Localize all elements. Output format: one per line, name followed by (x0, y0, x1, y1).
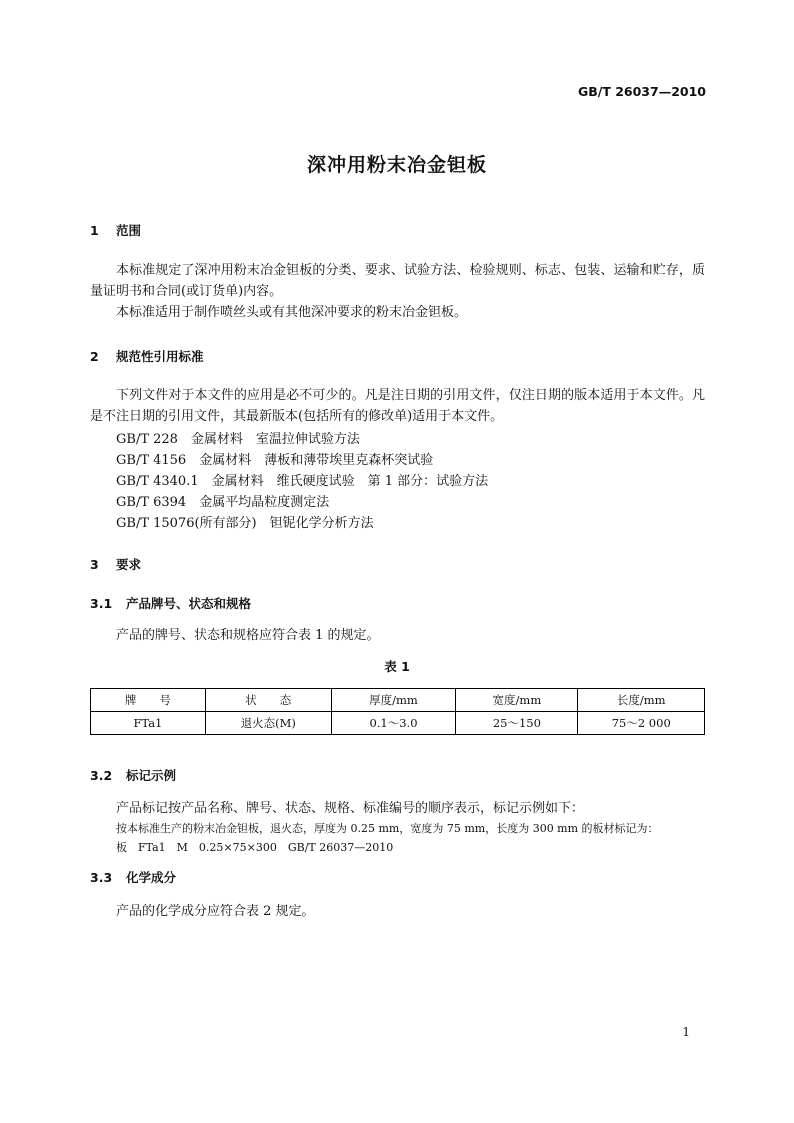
marking-example-description: 按本标准生产的粉末冶金钽板，退火态，厚度为 0.25 mm，宽度为 75 mm，长度为 300 mm 的板材标记为： (116, 822, 659, 835)
section-1-paragraph-2: 本标准适用于制作喷丝头或有其他深冲要求的粉末冶金钽板。 (116, 305, 468, 320)
section-title: 范围 (116, 223, 142, 238)
document-title: 深冲用粉末冶金钽板 (306, 154, 487, 176)
reference-item: GB/T 6394 金属平均晶粒度测定法 (116, 495, 330, 510)
table-cell: 0.1～3.0 (331, 712, 456, 735)
table-1 (90, 688, 705, 735)
subsection-3-3-text: 产品的化学成分应符合表 2 规定。 (116, 904, 315, 919)
section-title: 规范性引用标准 (116, 349, 204, 364)
table-header-cell: 牌 号 (91, 689, 206, 712)
subsection-number: 3.2 (90, 768, 113, 783)
table-header-cell: 厚度/mm (331, 689, 456, 712)
table-cell: 退火态(M) (205, 712, 331, 735)
subsection-3-1-text: 产品的牌号、状态和规格应符合表 1 的规定。 (116, 628, 380, 643)
marking-example: 板 FTa1 M 0.25×75×300 GB/T 26037—2010 (116, 841, 394, 854)
section-title: 要求 (116, 557, 142, 572)
subsection-title: 化学成分 (126, 870, 177, 885)
table-header-cell: 宽度/mm (456, 689, 578, 712)
subsection-number: 3.3 (90, 870, 113, 885)
reference-item: GB/T 228 金属材料 室温拉伸试验方法 (116, 432, 360, 447)
subsection-3-3-heading (90, 868, 176, 886)
subsection-3-2-heading (90, 766, 176, 784)
reference-item: GB/T 4156 金属材料 薄板和薄带埃里克森杯突试验 (116, 453, 434, 468)
table-header-cell: 长度/mm (578, 689, 705, 712)
table-1-caption: 表 1 (384, 659, 410, 674)
section-1-heading (90, 221, 141, 239)
table-cell: FTa1 (91, 712, 206, 735)
table-row (91, 712, 705, 735)
section-3-heading (90, 555, 141, 573)
reference-item: GB/T 4340.1 金属材料 维氏硬度试验 第 1 部分：试验方法 (116, 474, 489, 489)
section-2-paragraph: 下列文件对于本文件的应用是必不可少的。凡是注日期的引用文件，仅注日期的版本适用于本文件。凡是不注日期的引用文件，其最新版本(包括所有的修改单)适用于本文件。 (90, 388, 705, 424)
subsection-3-2-text: 产品标记按产品名称、牌号、状态、规格、标准编号的顺序表示，标记示例如下： (116, 801, 585, 816)
page-number: 1 (682, 1025, 690, 1039)
section-number: 3 (90, 557, 99, 572)
standard-number: GB/T 26037—2010 (577, 84, 706, 99)
table-header-row (91, 689, 705, 712)
table-cell: 75～2 000 (578, 712, 705, 735)
subsection-title: 产品牌号、状态和规格 (126, 596, 252, 611)
section-number: 2 (90, 349, 99, 364)
table-cell: 25～150 (456, 712, 578, 735)
table-header-cell: 状 态 (205, 689, 331, 712)
section-number: 1 (90, 223, 99, 238)
reference-item: GB/T 15076(所有部分) 钽铌化学分析方法 (116, 516, 374, 531)
subsection-title: 标记示例 (126, 768, 177, 783)
section-2-heading (90, 347, 204, 365)
section-1-paragraph-1: 本标准规定了深冲用粉末冶金钽板的分类、要求、试验方法、检验规则、标志、包装、运输和贮存，质量证明书和合同(或订货单)内容。 (90, 263, 705, 299)
subsection-3-1-heading (90, 594, 251, 612)
subsection-number: 3.1 (90, 596, 113, 611)
